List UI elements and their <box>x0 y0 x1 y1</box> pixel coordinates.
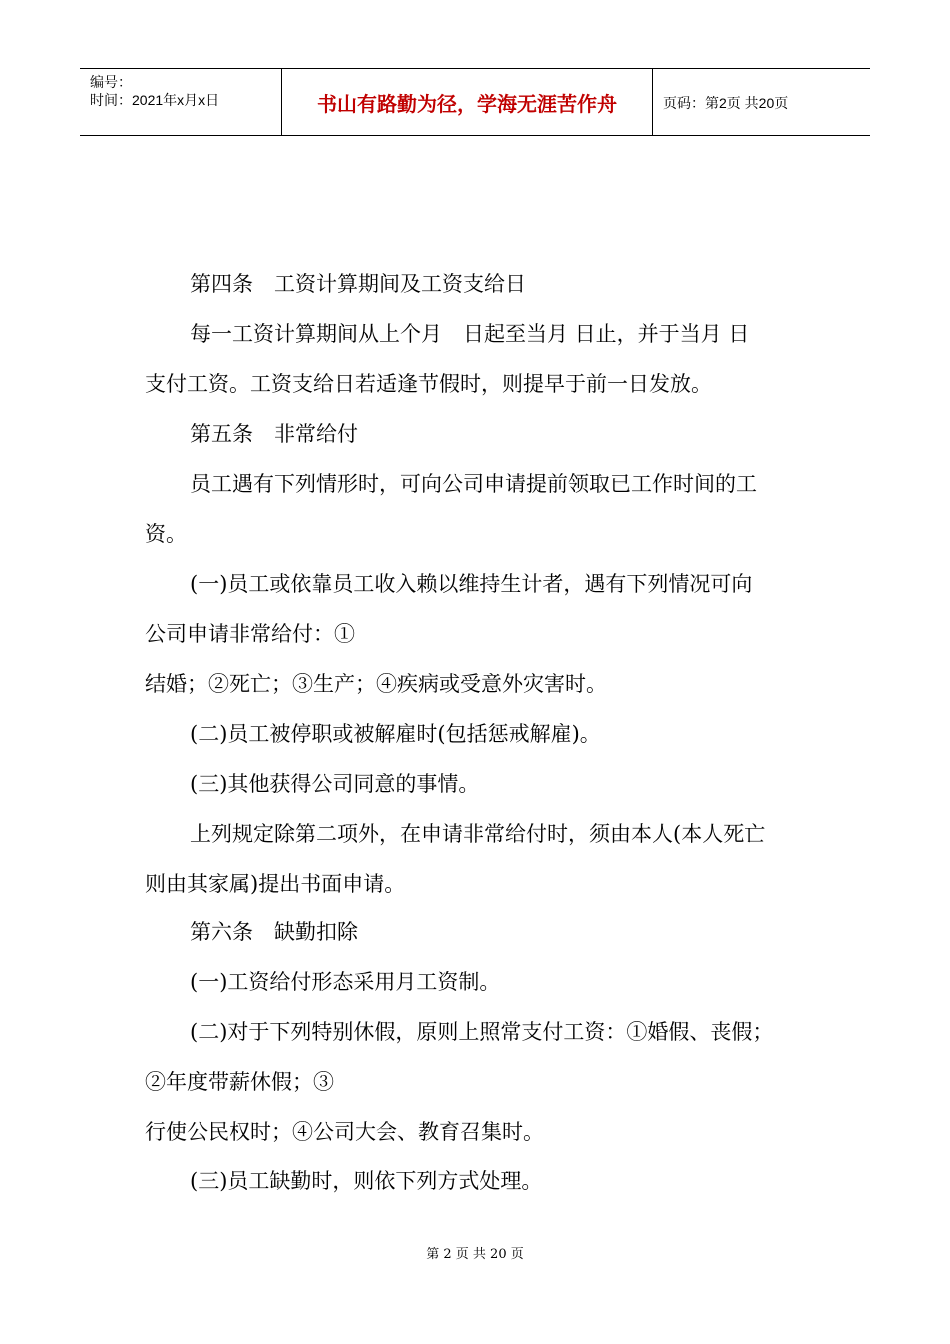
document-number-label: 编号： <box>90 74 132 90</box>
page-footer: 第 2 页 共 20 页 <box>426 1247 524 1262</box>
header-page-cell <box>653 69 870 135</box>
paragraph-line: 上列规定除第二项外，在申请非常给付时，须由本人(本人死亡 <box>190 822 766 846</box>
paragraph-line: 行使公民权时；④公司大会、教育召集时。 <box>145 1120 544 1144</box>
article-heading: 第六条 缺勤扣除 <box>190 920 358 944</box>
paragraph-line: 每一工资计算期间从上个月 日起至当月 日止，并于当月 日 <box>190 322 750 346</box>
header-page-code: 页码：第2页 共20页 <box>663 95 789 111</box>
paragraph-line: 则由其家属)提出书面申请。 <box>145 872 406 896</box>
paragraph-line: 员工遇有下列情形时，可向公司申请提前领取已工作时间的工 <box>190 472 757 496</box>
paragraph-line: (二)对于下列特别休假，原则上照常支付工资：①婚假、丧假； <box>190 1020 774 1044</box>
paragraph-line: (二)员工被停职或被解雇时(包括惩戒解雇)。 <box>190 722 601 746</box>
paragraph-line: 支付工资。工资支给日若适逢节假时，则提早于前一日发放。 <box>145 372 712 396</box>
document-date: 时间：2021年x月x日 <box>90 92 220 108</box>
article-heading: 第四条 工资计算期间及工资支给日 <box>190 272 526 296</box>
document-header <box>80 68 870 136</box>
paragraph-line: 公司申请非常给付：① <box>145 622 355 646</box>
header-motto-cell <box>282 69 653 135</box>
paragraph-line: ②年度带薪休假；③ <box>145 1070 334 1094</box>
paragraph-line: 结婚；②死亡；③生产；④疾病或受意外灾害时。 <box>145 672 607 696</box>
paragraph-line: (三)其他获得公司同意的事情。 <box>190 772 480 796</box>
paragraph-line: 资。 <box>145 522 187 546</box>
paragraph-line: (一)工资给付形态采用月工资制。 <box>190 970 501 994</box>
article-heading: 第五条 非常给付 <box>190 422 358 446</box>
header-motto: 书山有路勤为径，学海无涯苦作舟 <box>317 92 617 116</box>
paragraph-line: (三)员工缺勤时，则依下列方式处理。 <box>190 1169 543 1193</box>
paragraph-line: (一)员工或依靠员工收入赖以维持生计者，遇有下列情况可向 <box>190 572 753 596</box>
header-meta-cell <box>80 69 282 135</box>
